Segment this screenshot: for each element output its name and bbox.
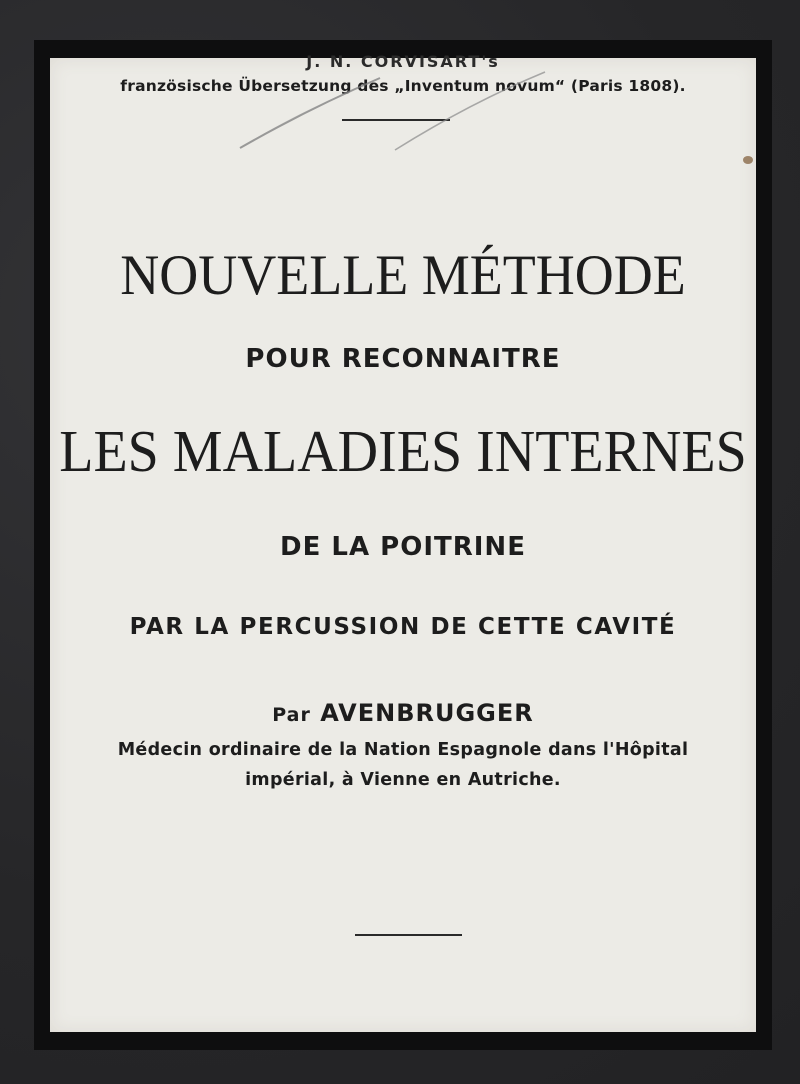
title-nouvelle-methode: NOUVELLE MÉTHODE bbox=[120, 243, 686, 307]
bottom-divider-rule bbox=[355, 934, 462, 936]
pencil-mark-3 bbox=[250, 92, 350, 142]
author-description-line-2: impérial, à Vienne en Autriche. bbox=[245, 770, 561, 790]
translation-note: französische Übersetzung des „Inventum novum“ (Paris 1808). bbox=[120, 77, 686, 95]
title-pour-reconnaitre: POUR RECONNAITRE bbox=[245, 344, 561, 374]
byline-author: AVENBRUGGER bbox=[320, 699, 534, 727]
byline bbox=[50, 699, 756, 727]
byline-par: Par bbox=[272, 704, 311, 726]
title-page-card bbox=[50, 52, 756, 1032]
author-description-line-1: Médecin ordinaire de la Nation Espagnole dans l'Hôpital bbox=[117, 740, 689, 760]
title-de-la-poitrine: DE LA POITRINE bbox=[280, 532, 526, 562]
title-percussion: PAR LA PERCUSSION DE CETTE CAVITÉ bbox=[129, 614, 677, 640]
title-maladies-internes: LES MALADIES INTERNES bbox=[59, 419, 747, 485]
paper-stain bbox=[742, 154, 754, 166]
top-divider-rule bbox=[342, 119, 450, 121]
author-header: J. N. CORVISART's bbox=[306, 52, 500, 71]
